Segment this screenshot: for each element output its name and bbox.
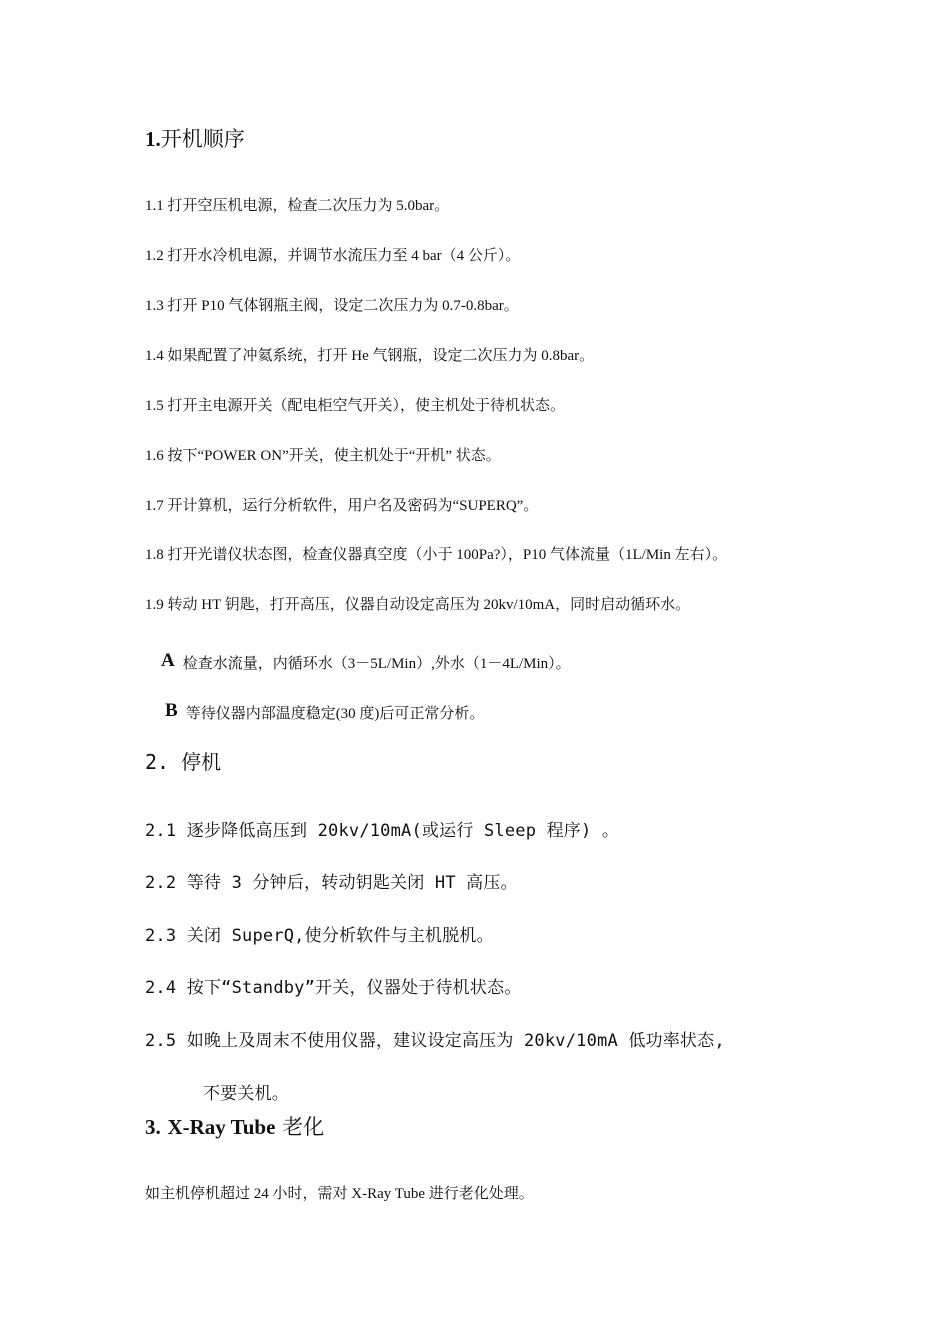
step-2-3: 2.3 关闭 SuperQ,使分析软件与主机脱机。 xyxy=(145,926,494,946)
section-3-suffix: 老化 xyxy=(275,1115,325,1139)
substep-b-letter: B xyxy=(165,700,178,721)
step-1-5: 1.5 打开主电源开关（配电柜空气开关），使主机处于待机状态。 xyxy=(145,398,566,414)
step-1-4: 1.4 如果配置了冲氦系统，打开 He 气钢瓶，设定二次压力为 0.8bar。 xyxy=(145,348,595,364)
step-1-2: 1.2 打开水冷机电源，并调节水流压力至 4 bar（4 公斤）。 xyxy=(145,248,521,264)
step-1-6: 1.6 按下“POWER ON”开关，使主机处于“开机” 状态。 xyxy=(145,448,501,464)
step-1-3: 1.3 打开 P10 气体钢瓶主阀，设定二次压力为 0.7-0.8bar。 xyxy=(145,298,519,314)
substep-b-text: 等待仪器内部温度稳定(30 度)后可正常分析。 xyxy=(185,706,485,722)
step-1-7: 1.7 开计算机，运行分析软件，用户名及密码为“SUPERQ”。 xyxy=(145,498,539,514)
step-1-1: 1.1 打开空压机电源，检查二次压力为 5.0bar。 xyxy=(145,198,450,214)
substep-a xyxy=(161,650,571,673)
section-2-heading: 2. 停机 xyxy=(145,750,222,774)
step-2-5-continuation: 不要关机。 xyxy=(203,1084,289,1104)
section-1-title: 开机顺序 xyxy=(160,127,245,151)
step-2-5: 2.5 如晚上及周末不使用仪器，建议设定高压为 20kv/10mA 低功率状态, xyxy=(145,1031,725,1051)
section-1-heading xyxy=(145,123,245,153)
section-3-body: 如主机停机超过 24 小时，需对 X-Ray Tube 进行老化处理。 xyxy=(145,1186,534,1202)
section-3-title: X-Ray Tube xyxy=(167,1115,276,1139)
step-2-2: 2.2 等待 3 分钟后，转动钥匙关闭 HT 高压。 xyxy=(145,873,518,893)
step-2-1: 2.1 逐步降低高压到 20kv/10mA(或运行 Sleep 程序) 。 xyxy=(145,821,620,841)
step-1-8: 1.8 打开光谱仪状态图，检查仪器真空度（小于 100Pa?），P10 气体流量（1L/Min 左右）。 xyxy=(145,547,728,563)
step-1-9: 1.9 转动 HT 钥匙，打开高压，仪器自动设定高压为 20kv/10mA，同时启动循环水。 xyxy=(145,597,691,613)
step-2-4: 2.4 按下“Standby”开关，仪器处于待机状态。 xyxy=(145,978,522,998)
section-1-number: 1. xyxy=(145,127,161,151)
section-3-heading xyxy=(145,1111,324,1141)
substep-a-text: 检查水流量，内循环水（3－5L/Min）,外水（1－4L/Min）。 xyxy=(182,656,571,672)
section-3-number: 3. xyxy=(145,1115,161,1139)
substep-a-letter: A xyxy=(161,650,175,671)
substep-b xyxy=(165,700,484,723)
